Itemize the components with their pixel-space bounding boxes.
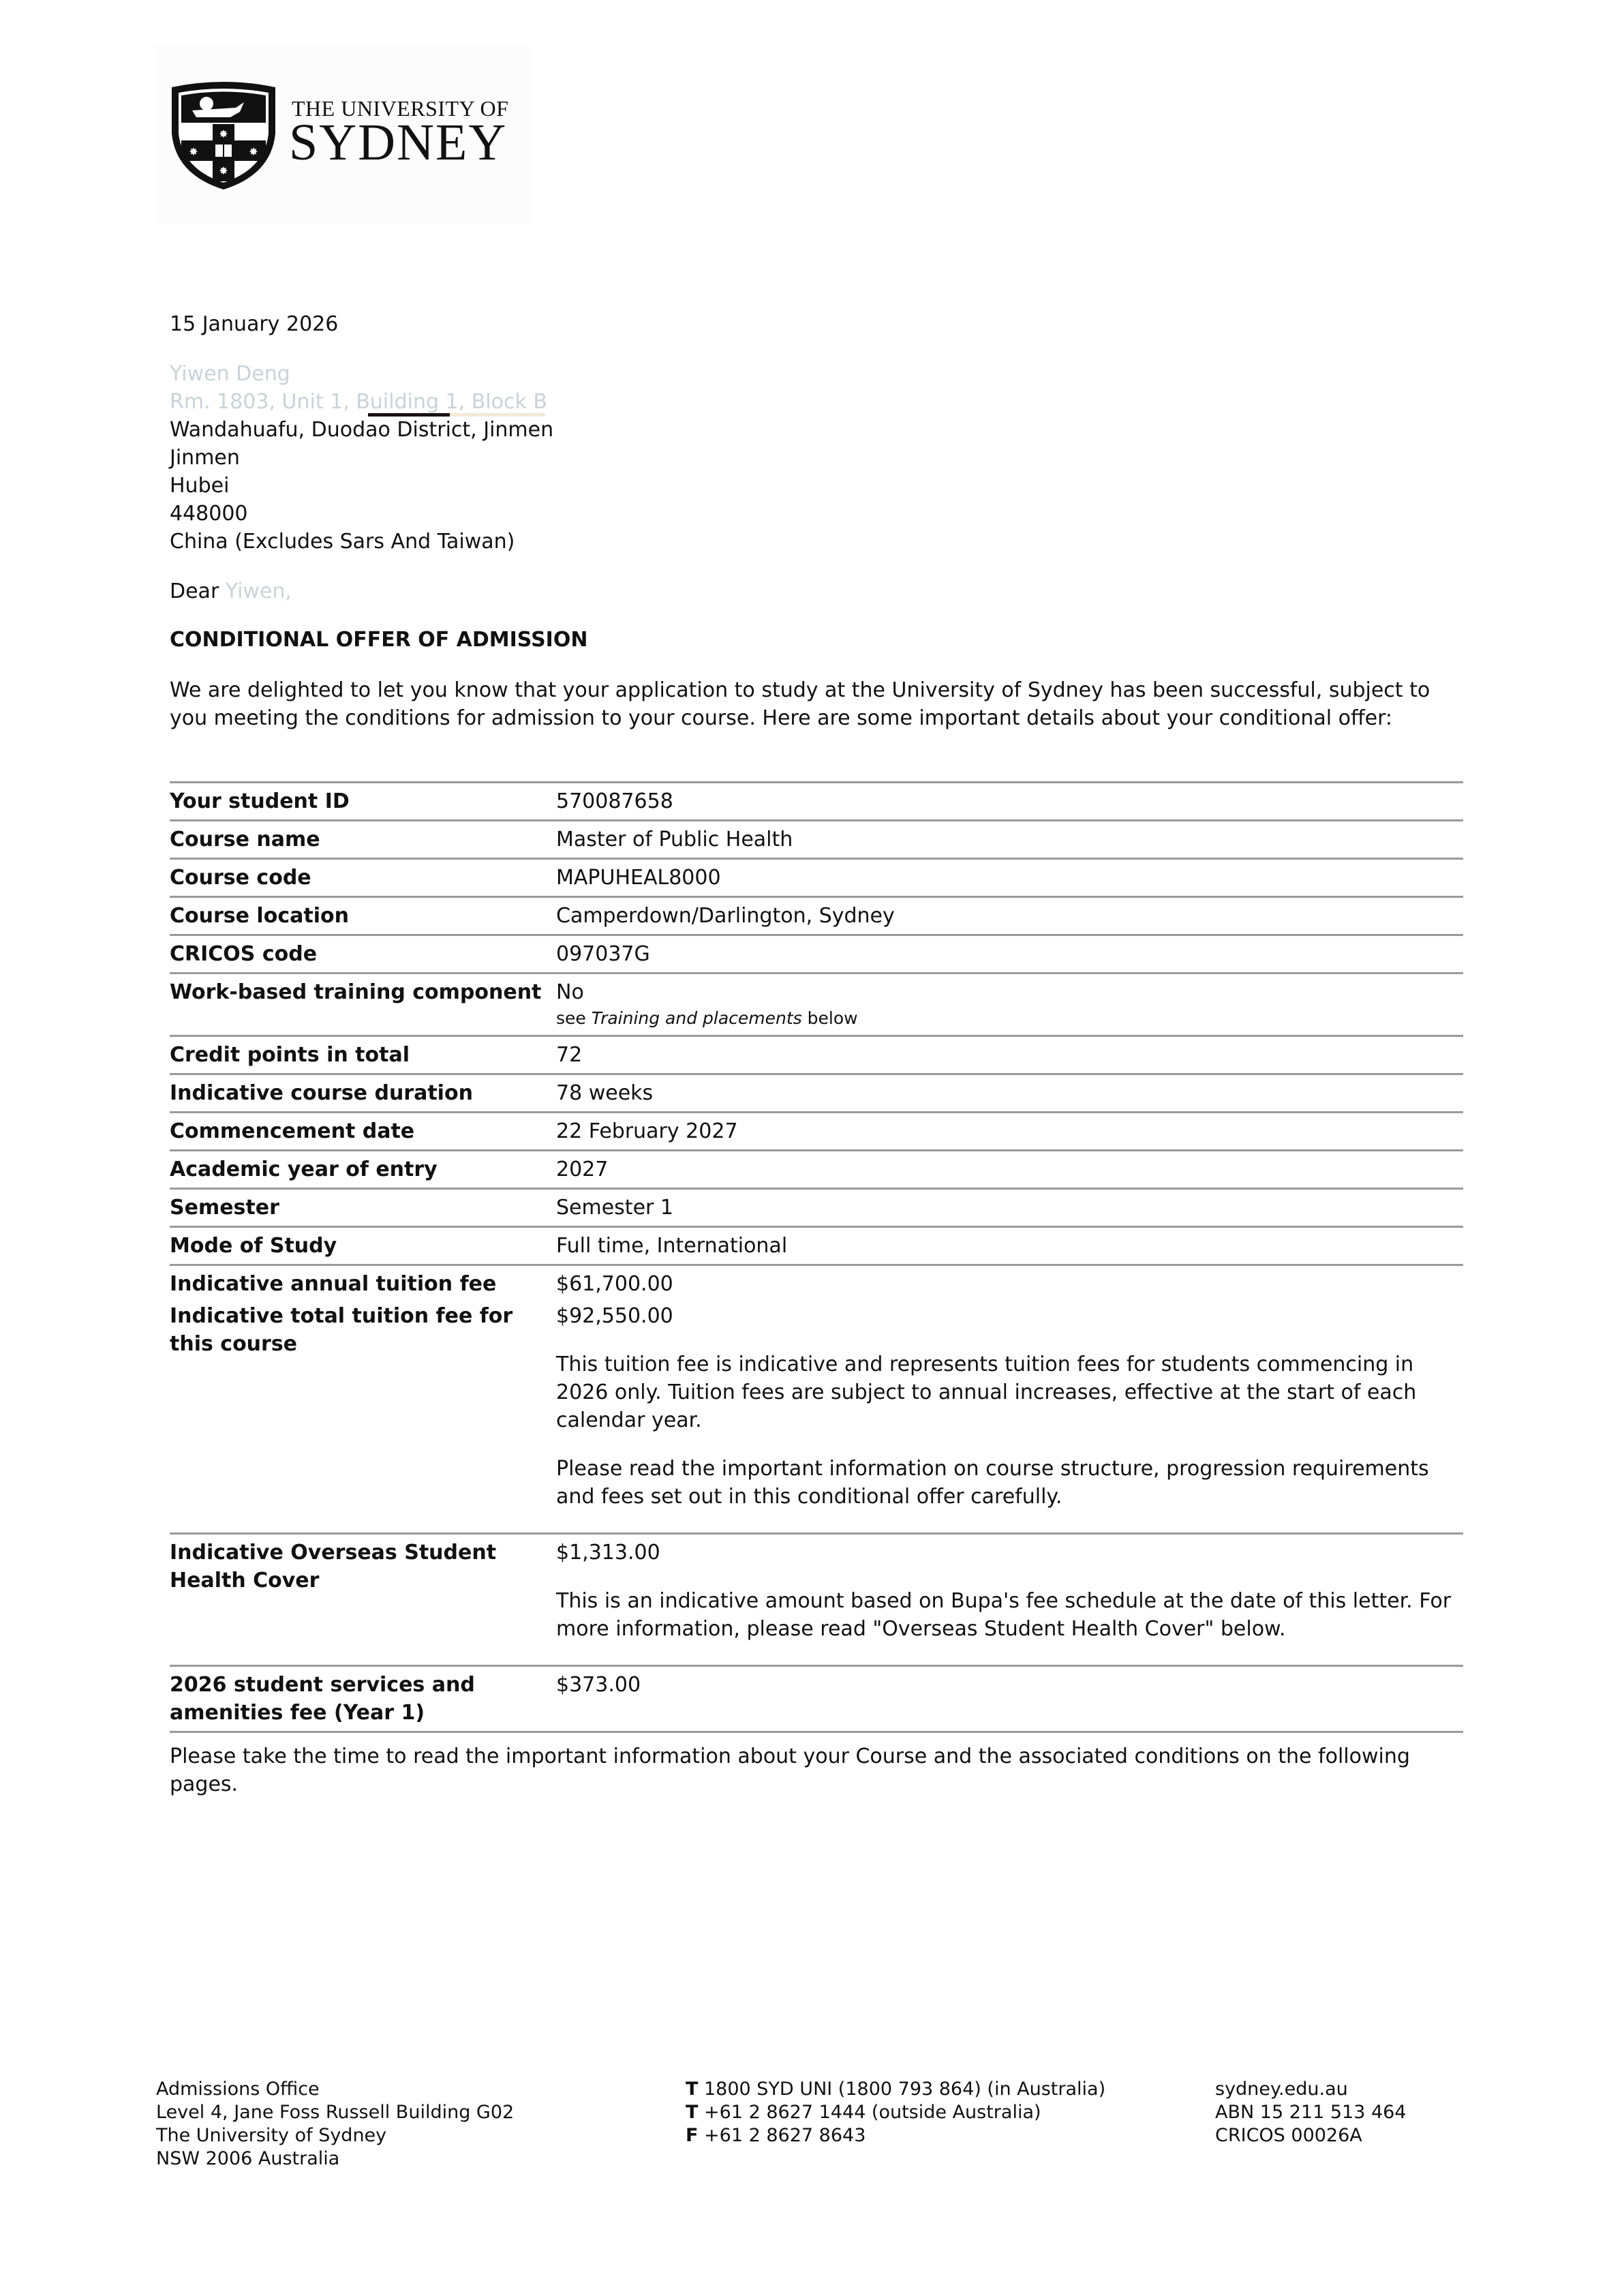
row-value: Master of Public Health bbox=[556, 828, 793, 851]
table-row bbox=[170, 1228, 1463, 1266]
row-label: Academic year of entry bbox=[170, 1158, 438, 1181]
row-label: Course location bbox=[170, 904, 349, 928]
row-value-cell bbox=[556, 864, 1463, 892]
footer-info bbox=[1215, 2078, 1406, 2147]
row-value-cell bbox=[556, 1302, 1463, 1511]
table-row bbox=[170, 860, 1463, 898]
address-line-text: Rm. 1803, Unit 1, Building 1, Block B bbox=[170, 390, 547, 414]
address-line: Jinmen bbox=[170, 446, 240, 470]
footer-line: NSW 2006 Australia bbox=[156, 2148, 340, 2169]
row-value: $92,550.00 bbox=[556, 1304, 673, 1328]
row-label: Course name bbox=[170, 828, 320, 851]
footer-abn: ABN 15 211 513 464 bbox=[1215, 2102, 1407, 2123]
row-value-cell bbox=[556, 978, 1463, 1031]
address-line: Hubei bbox=[170, 474, 230, 498]
row-explanation: This is an indicative amount based on Bupa's fee schedule at the date of this letter. For more information, please read "Overseas Student Health Cover" below. bbox=[556, 1589, 1452, 1641]
row-value: Semester 1 bbox=[556, 1196, 673, 1220]
footer-website-link[interactable]: sydney.edu.au bbox=[1215, 2079, 1348, 2100]
row-explanation: Please read the important information on course structure, progression requirements and fees set out in this conditional offer carefully. bbox=[556, 1457, 1429, 1509]
row-label: Semester bbox=[170, 1196, 279, 1220]
footer-phone bbox=[686, 2078, 1105, 2101]
crest-icon bbox=[169, 79, 278, 191]
table-row bbox=[170, 1075, 1463, 1113]
logo-text-line2: SYDNEY bbox=[289, 114, 508, 171]
row-value-cell bbox=[556, 902, 1463, 930]
footer-prefix: T bbox=[686, 2102, 699, 2123]
row-value-cell bbox=[556, 1117, 1463, 1145]
salutation-name: Yiwen, bbox=[225, 579, 292, 603]
row-value: Full time, International bbox=[556, 1234, 788, 1258]
row-label: Credit points in total bbox=[170, 1043, 410, 1067]
row-value: MAPUHEAL8000 bbox=[556, 866, 721, 890]
recipient-address bbox=[170, 360, 553, 556]
table-row bbox=[170, 1037, 1463, 1075]
row-value: $1,313.00 bbox=[556, 1541, 660, 1565]
table-row bbox=[170, 898, 1463, 936]
row-value: 22 February 2027 bbox=[556, 1119, 738, 1143]
footer-cricos: CRICOS 00026A bbox=[1215, 2125, 1362, 2146]
row-label: Your student ID bbox=[170, 789, 350, 813]
row-label: Indicative course duration bbox=[170, 1081, 473, 1105]
footer-contact-text: +61 2 8627 8643 bbox=[698, 2125, 866, 2146]
row-value: 72 bbox=[556, 1043, 583, 1067]
footer-contacts bbox=[686, 2078, 1105, 2147]
row-value-cell bbox=[556, 940, 1463, 968]
row-label: CRICOS code bbox=[170, 942, 318, 966]
row-value-cell bbox=[556, 1232, 1463, 1260]
logo-text-line1: THE UNIVERSITY OF bbox=[292, 96, 509, 121]
row-value-cell bbox=[556, 787, 1463, 815]
intro-paragraph: We are delighted to let you know that your application to study at the University of Sydney has been successful, subject to you meeting the conditions for admission to your course. Here are some important details about your conditional offer: bbox=[170, 678, 1430, 730]
row-label: Work-based training component bbox=[170, 980, 542, 1004]
table-row bbox=[170, 1535, 1463, 1667]
footer-line: Admissions Office bbox=[156, 2079, 320, 2100]
row-explanation: This tuition fee is indicative and represents tuition fees for students commencing in 2026 only. Tuition fees are subject to annual increases, effective at the start of each calendar year. bbox=[556, 1353, 1417, 1432]
offer-details-table bbox=[170, 781, 1463, 1733]
letter-date: 15 January 2026 bbox=[170, 312, 339, 336]
row-value: 2027 bbox=[556, 1158, 609, 1181]
svg-text:✸: ✸ bbox=[249, 145, 258, 158]
address-line: Wandahuafu, Duodao District, Jinmen bbox=[170, 418, 554, 442]
footer-prefix: F bbox=[686, 2125, 699, 2146]
table-row bbox=[170, 1113, 1463, 1151]
row-label: Indicative total tuition fee for this course bbox=[170, 1304, 513, 1356]
footer-prefix: T bbox=[686, 2079, 699, 2100]
svg-text:✸: ✸ bbox=[189, 145, 198, 158]
letter-heading: CONDITIONAL OFFER OF ADMISSION bbox=[170, 628, 588, 652]
row-value-cell bbox=[556, 1155, 1463, 1183]
row-label: Course code bbox=[170, 866, 311, 890]
row-value: 78 weeks bbox=[556, 1081, 654, 1105]
row-value: Camperdown/Darlington, Sydney bbox=[556, 904, 895, 928]
row-value-cell bbox=[556, 1539, 1463, 1643]
salutation bbox=[170, 577, 292, 605]
footer-fax bbox=[686, 2124, 1105, 2147]
footer-contact-text: 1800 SYD UNI (1800 793 864) (in Australia) bbox=[698, 2079, 1106, 2100]
row-value-cell bbox=[556, 1194, 1463, 1222]
table-row bbox=[170, 974, 1463, 1037]
table-row bbox=[170, 821, 1463, 860]
table-row bbox=[170, 1190, 1463, 1228]
row-value: $373.00 bbox=[556, 1673, 641, 1697]
footer-office-address bbox=[156, 2078, 514, 2171]
note-text: below bbox=[801, 1008, 858, 1028]
footer-line: The University of Sydney bbox=[156, 2125, 387, 2146]
row-label: 2026 student services and amenities fee (Year 1) bbox=[170, 1673, 475, 1725]
salutation-text: Dear bbox=[170, 579, 219, 603]
row-value-cell bbox=[556, 1671, 1463, 1727]
row-value: 097037G bbox=[556, 942, 650, 966]
table-row bbox=[170, 936, 1463, 974]
table-row bbox=[170, 1151, 1463, 1190]
row-label: Indicative Overseas Student Health Cover bbox=[170, 1541, 497, 1592]
footer-phone bbox=[686, 2101, 1105, 2124]
row-label: Commencement date bbox=[170, 1119, 415, 1143]
table-row bbox=[170, 1266, 1463, 1298]
address-line: China (Excludes Sars And Taiwan) bbox=[170, 530, 515, 554]
row-value-cell bbox=[556, 1270, 1463, 1298]
row-note bbox=[556, 1006, 1463, 1031]
recipient-name: Yiwen Deng bbox=[170, 362, 290, 386]
footer-line: Level 4, Jane Foss Russell Building G02 bbox=[156, 2102, 515, 2123]
footer-contact-text: +61 2 8627 1444 (outside Australia) bbox=[698, 2102, 1041, 2123]
row-value-cell bbox=[556, 826, 1463, 854]
closing-paragraph: Please take the time to read the important information about your Course and the associated conditions on the following pages. bbox=[170, 1744, 1410, 1796]
row-value-cell bbox=[556, 1041, 1463, 1069]
row-label: Indicative annual tuition fee bbox=[170, 1272, 497, 1296]
svg-text:✸: ✸ bbox=[219, 127, 228, 140]
address-line bbox=[170, 388, 553, 416]
note-text: see bbox=[556, 1008, 592, 1028]
note-text: Training and placements bbox=[591, 1008, 802, 1028]
row-label: Mode of Study bbox=[170, 1234, 337, 1258]
table-row bbox=[170, 1298, 1463, 1535]
row-value: No bbox=[556, 980, 584, 1004]
row-value: $61,700.00 bbox=[556, 1272, 673, 1296]
table-row bbox=[170, 1667, 1463, 1733]
table-row bbox=[170, 783, 1463, 821]
svg-text:✸: ✸ bbox=[219, 164, 228, 177]
address-line: 448000 bbox=[170, 502, 248, 526]
row-value-cell bbox=[556, 1079, 1463, 1107]
university-logo bbox=[154, 45, 529, 224]
row-value: 570087658 bbox=[556, 789, 673, 813]
